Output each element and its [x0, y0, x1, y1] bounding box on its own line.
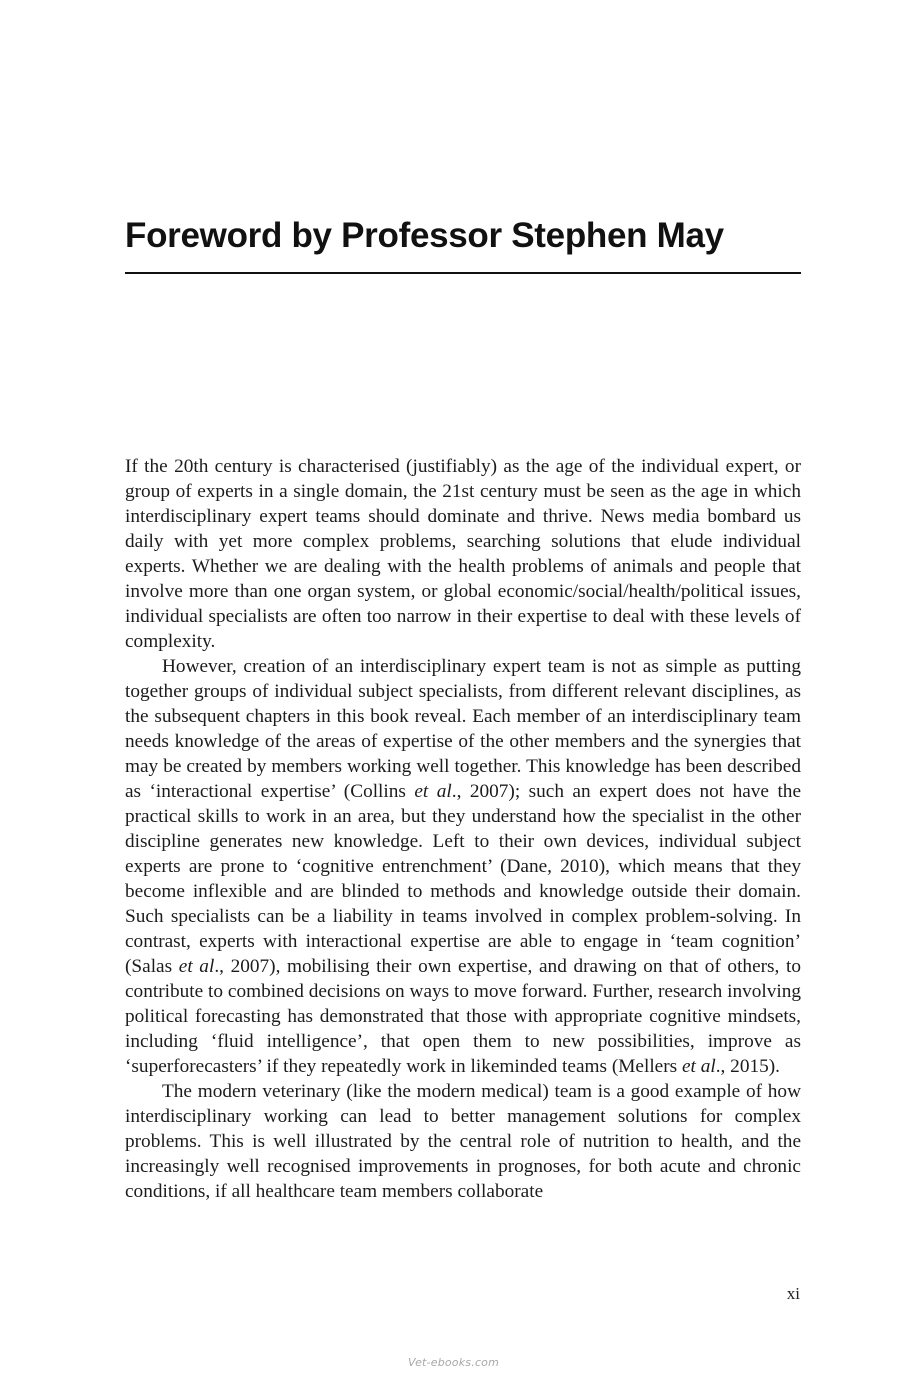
paragraph-3 [125, 1079, 801, 1204]
citation-et-al: et al [414, 781, 452, 802]
chapter-title: Foreword by Professor Stephen May [125, 216, 724, 255]
paragraph-1 [125, 454, 801, 654]
paragraph-2-text-c: ., 2007), mobilising their own expertise, and drawing on that of others, to contribute to combined decisions on ways to move forward. Further, research involving political forecasting has demonstrated that those with appropriate cognitive mindsets, including ‘fluid intelligence’, that open them to new possibilities, improve as ‘superforecasters’ if they repeatedly work in likeminded teams (Mellers [125, 956, 801, 1077]
citation-et-al: et al [178, 956, 215, 977]
paragraph-2-text-b: ., 2007); such an expert does not have the practical skills to work in an area, but they understand how the specialist in the other discipline generates new knowledge. Left to their own devices, individual subject experts are prone to ‘cognitive entrenchment’ (Dane, 2010), which means that they become inflexible and are blinded to methods and knowledge outside their domain. Such specialists can be a liability in teams involved in complex problem-solving. In contrast, experts with interactional expertise are able to engage in ‘team cognition’ (Salas [125, 781, 802, 977]
citation-et-al: et al [681, 1056, 716, 1077]
page-number: xi [786, 1284, 800, 1303]
paragraph-2-text-a: However, creation of an interdisciplinary expert team is not as simple as putting together groups of individual subject specialists, from different relevant disciplines, as the subsequent chapters in this book reveal. Each member of an interdisciplinary team needs knowledge of the areas of expertise of the other members and the synergies that may be created by members working well together. This knowledge has been described as ‘interactional expertise’ (Collins [125, 656, 801, 802]
paragraph-2 [125, 654, 801, 1079]
body-text [125, 454, 801, 1204]
watermark-logo: Vet-ebooks.com [408, 1356, 500, 1369]
paragraph-2-text-d: ., 2015). [715, 1056, 780, 1077]
title-rule [125, 272, 801, 274]
paragraph-1-text: If the 20th century is characterised (justifiably) as the age of the individual expert, or group of experts in a single domain, the 21st century must be seen as the age in which interdisciplinary expert teams should dominate and thrive. News media bombard us daily with yet more complex problems, searching solutions that elude individual experts. Whether we are dealing with the health problems of animals and people that involve more than one organ system, or global economic/social/health/political issues, individual specialists are often too narrow in their expertise to deal with these levels of complexity. [125, 456, 801, 652]
paragraph-3-text: The modern veterinary (like the modern medical) team is a good example of how interdisciplinary working can lead to better management solutions for complex problems. This is well illustrated by the central role of nutrition to health, and the increasingly well recognised improvements in prognoses, for both acute and chronic conditions, if all healthcare team members collaborate [125, 1081, 801, 1202]
